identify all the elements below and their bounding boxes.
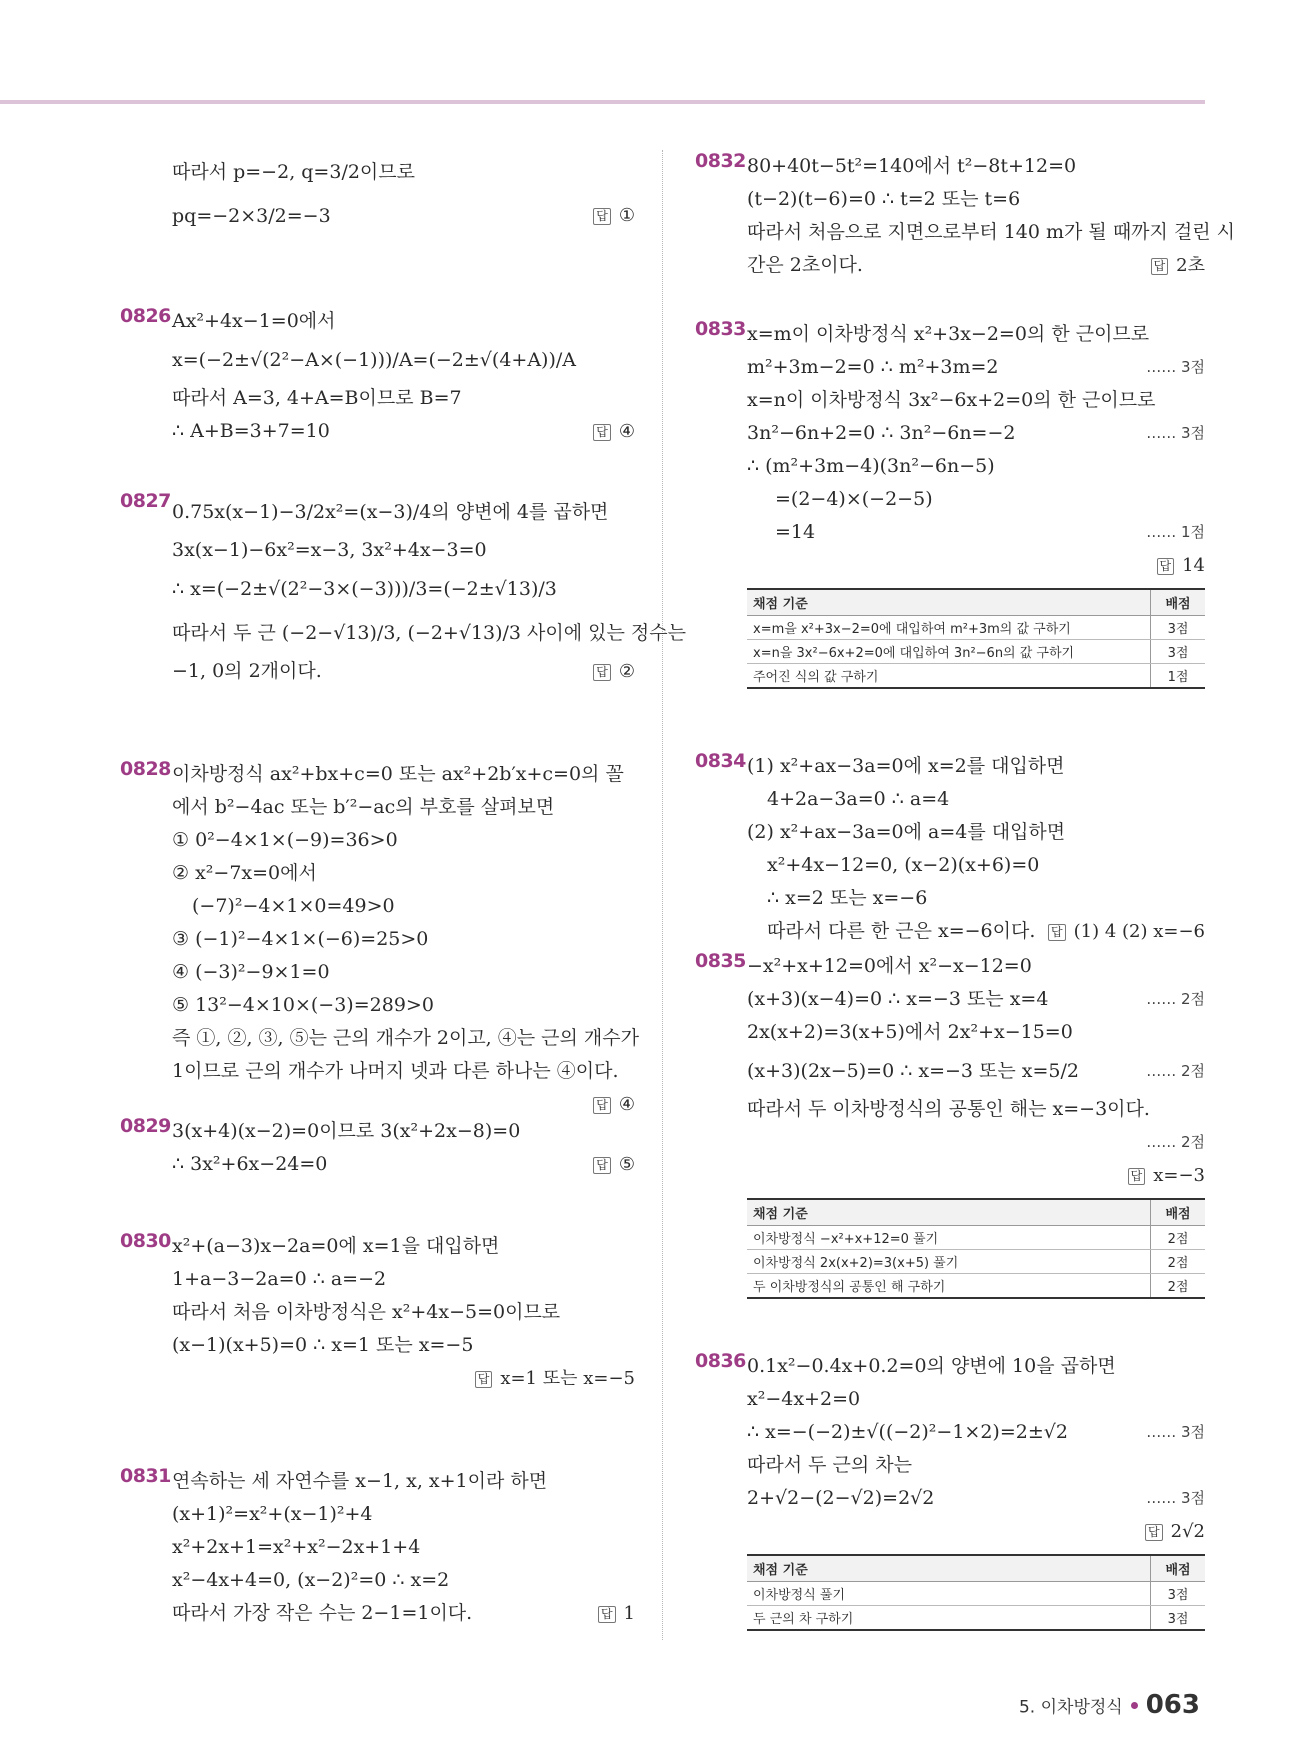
solution-line: ① 0²−4×1×(−9)=36>0 bbox=[172, 829, 398, 851]
answer: 답 (1) 4 (2) x=−6 bbox=[1048, 915, 1205, 948]
problem-0833 bbox=[695, 318, 1205, 689]
grading-table bbox=[747, 1554, 1205, 1631]
problem-number: 0835 bbox=[695, 950, 746, 972]
answer: 답 ① bbox=[593, 194, 635, 238]
solution-line: 0.1x²−0.4x+0.2=0의 양변에 10을 곱하면 bbox=[747, 1355, 1116, 1377]
answer: 답 1 bbox=[598, 1597, 635, 1630]
table-row bbox=[747, 616, 1205, 640]
problem-0832 bbox=[695, 150, 1236, 282]
solution-line: 1이므로 근의 개수가 나머지 넷과 다른 하나는 ④이다. bbox=[172, 1060, 619, 1082]
table-row bbox=[747, 1250, 1205, 1274]
answer: 답 x=1 또는 x=−5 bbox=[172, 1362, 635, 1395]
problem-number: 0827 bbox=[120, 490, 171, 512]
solution-line: ∴ x=(−2±√(2²−3×(−3)))/3=(−2±√13)/3 bbox=[172, 578, 557, 600]
solution-line: 따라서 처음 이차방정식은 x²+4x−5=0이므로 bbox=[172, 1301, 561, 1323]
solution-line: (x+3)(x−4)=0 ∴ x=−3 또는 x=4 …… 2점 bbox=[747, 983, 1205, 1016]
solution-line: 즉 ①, ②, ③, ⑤는 근의 개수가 2이고, ④는 근의 개수가 bbox=[172, 1027, 639, 1049]
solution-line: (1) x²+ax−3a=0에 x=2를 대입하면 bbox=[747, 755, 1065, 777]
solution-line: pq=−2×3/2=−3 답 ① bbox=[172, 194, 635, 238]
problem-0831 bbox=[120, 1465, 635, 1630]
answer: 답 2초 bbox=[1151, 249, 1205, 282]
chapter-title: 5. 이차방정식 bbox=[1018, 1697, 1123, 1718]
table-cell: 3점 bbox=[1151, 640, 1206, 664]
problem-number: 0831 bbox=[120, 1465, 171, 1487]
top-rule bbox=[0, 100, 1205, 104]
solution-line: m²+3m−2=0 ∴ m²+3m=2 …… 3점 bbox=[747, 351, 1205, 384]
solution-line: ∴ A+B=3+7=10 답 ④ bbox=[172, 415, 635, 448]
solution-line: 따라서 처음으로 지면으로부터 140 m가 될 때까지 걸린 시 bbox=[747, 221, 1236, 243]
solution-line: ∴ (m²+3m−4)(3n²−6n−5) bbox=[747, 455, 995, 477]
solution-line: (x+3)(2x−5)=0 ∴ x=−3 또는 x=5/2 …… 2점 bbox=[747, 1049, 1205, 1093]
solution-line: 에서 b²−4ac 또는 b′²−ac의 부호를 살펴보면 bbox=[172, 796, 555, 818]
table-cell: 2점 bbox=[1151, 1250, 1206, 1274]
table-header: 배점 bbox=[1151, 589, 1206, 616]
solution-line: 따라서 두 이차방정식의 공통인 해는 x=−3이다. bbox=[747, 1098, 1150, 1120]
column-divider bbox=[662, 150, 663, 1640]
grading-table bbox=[747, 1198, 1205, 1299]
bullet-icon bbox=[1131, 1702, 1138, 1709]
solution-line: x=n이 이차방정식 3x²−6x+2=0의 한 근이므로 bbox=[747, 389, 1156, 411]
score: …… 3점 bbox=[1146, 1423, 1205, 1441]
problem-0830 bbox=[120, 1230, 635, 1395]
problem-0825-continued bbox=[120, 150, 635, 238]
solution-line: 1+a−3−2a=0 ∴ a=−2 bbox=[172, 1268, 387, 1290]
solution-line: 따라서 두 근 (−2−√13)/3, (−2+√13)/3 사이에 있는 정수는 bbox=[172, 622, 686, 644]
answer: 답 ④ bbox=[593, 415, 635, 448]
problem-number: 0826 bbox=[120, 305, 171, 327]
table-cell: 3점 bbox=[1151, 1582, 1206, 1606]
score: …… 3점 bbox=[1146, 1489, 1205, 1507]
table-header: 배점 bbox=[1151, 1199, 1206, 1226]
solution-line: 0.75x(x−1)−3/2x²=(x−3)/4의 양변에 4를 곱하면 bbox=[172, 501, 609, 523]
problem-0826 bbox=[120, 305, 635, 448]
problem-number: 0832 bbox=[695, 150, 746, 172]
solution-line: x²+2x+1=x²+x²−2x+1+4 bbox=[172, 1536, 421, 1558]
solution-line: =(2−4)×(−2−5) bbox=[775, 488, 933, 510]
problem-number: 0834 bbox=[695, 750, 746, 772]
answer: 답 2√2 bbox=[747, 1515, 1205, 1548]
answer: 답 x=−3 bbox=[747, 1159, 1205, 1192]
solution-line: (t−2)(t−6)=0 ∴ t=2 또는 t=6 bbox=[747, 188, 1021, 210]
solution-line: x=m이 이차방정식 x²+3x−2=0의 한 근이므로 bbox=[747, 323, 1150, 345]
page-footer bbox=[1019, 1690, 1200, 1720]
table-cell: 1점 bbox=[1151, 664, 1206, 689]
problem-0836 bbox=[695, 1350, 1205, 1631]
solution-line: ③ (−1)²−4×1×(−6)=25>0 bbox=[172, 928, 429, 950]
problem-0835 bbox=[695, 950, 1205, 1299]
score: …… 3점 bbox=[1146, 358, 1205, 376]
solution-line: ∴ 3x²+6x−24=0 답 ⑤ bbox=[172, 1148, 635, 1181]
solution-line: x²−4x+4=0, (x−2)²=0 ∴ x=2 bbox=[172, 1569, 450, 1591]
answer: 답 ④ bbox=[172, 1088, 635, 1121]
solution-line: 3x(x−1)−6x²=x−3, 3x²+4x−3=0 bbox=[172, 539, 487, 561]
problem-0828 bbox=[120, 758, 639, 1121]
answer: 답 ⑤ bbox=[593, 1148, 635, 1181]
problem-number: 0833 bbox=[695, 318, 746, 340]
score: …… 1점 bbox=[1146, 523, 1205, 541]
table-cell: 이차방정식 2x(x+2)=3(x+5) 풀기 bbox=[747, 1250, 1151, 1274]
solution-line: ∴ x=2 또는 x=−6 bbox=[767, 887, 928, 909]
table-cell: 주어진 식의 값 구하기 bbox=[747, 664, 1151, 689]
table-header: 배점 bbox=[1151, 1555, 1206, 1582]
score: …… 2점 bbox=[1146, 1062, 1205, 1080]
table-cell: 두 이차방정식의 공통인 해 구하기 bbox=[747, 1274, 1151, 1299]
solution-line: x²+(a−3)x−2a=0에 x=1을 대입하면 bbox=[172, 1235, 500, 1257]
table-cell: x=m을 x²+3x−2=0에 대입하여 m²+3m의 값 구하기 bbox=[747, 616, 1151, 640]
table-row bbox=[747, 1226, 1205, 1250]
solution-line: 연속하는 세 자연수를 x−1, x, x+1이라 하면 bbox=[172, 1470, 548, 1492]
solution-line: 3(x+4)(x−2)=0이므로 3(x²+2x−8)=0 bbox=[172, 1120, 521, 1142]
solution-line: 간은 2초이다. 답 2초 bbox=[747, 249, 1205, 282]
solution-line: −1, 0의 2개이다. 답 ② bbox=[172, 655, 635, 688]
solution-line: 따라서 가장 작은 수는 2−1=1이다. 답 1 bbox=[172, 1597, 635, 1630]
solution-line: 따라서 다른 한 근은 x=−6이다. 답 (1) 4 (2) x=−6 bbox=[747, 915, 1205, 948]
table-header: 채점 기준 bbox=[747, 589, 1151, 616]
table-cell: 두 근의 차 구하기 bbox=[747, 1606, 1151, 1631]
solution-line: ④ (−3)²−9×1=0 bbox=[172, 961, 330, 983]
table-row bbox=[747, 1606, 1205, 1631]
problem-number: 0836 bbox=[695, 1350, 746, 1372]
table-cell: 이차방정식 풀기 bbox=[747, 1582, 1151, 1606]
solution-line: 따라서 p=−2, q=3/2이므로 bbox=[172, 161, 415, 183]
answer: 답 ② bbox=[593, 655, 635, 688]
solution-line: =14 …… 1점 bbox=[747, 516, 1205, 549]
solution-line: 2+√2−(2−√2)=2√2 …… 3점 bbox=[747, 1482, 1205, 1515]
solution-line: x²+4x−12=0, (x−2)(x+6)=0 bbox=[767, 854, 1040, 876]
table-cell: 3점 bbox=[1151, 1606, 1206, 1631]
table-cell: 2점 bbox=[1151, 1274, 1206, 1299]
table-cell: 이차방정식 −x²+x+12=0 풀기 bbox=[747, 1226, 1151, 1250]
solution-line bbox=[747, 1126, 1205, 1159]
table-row bbox=[747, 1274, 1205, 1299]
problem-0827 bbox=[120, 490, 686, 688]
solution-line: 따라서 두 근의 차는 bbox=[747, 1454, 912, 1476]
answer: 답 14 bbox=[747, 549, 1205, 582]
score: …… 2점 bbox=[1146, 990, 1205, 1008]
solution-line: ⑤ 13²−4×10×(−3)=289>0 bbox=[172, 994, 434, 1016]
score: …… 3점 bbox=[1146, 424, 1205, 442]
solution-line: (2) x²+ax−3a=0에 a=4를 대입하면 bbox=[747, 821, 1066, 843]
solution-line: 따라서 A=3, 4+A=B이므로 B=7 bbox=[172, 387, 462, 409]
solution-line: 4+2a−3a=0 ∴ a=4 bbox=[767, 788, 950, 810]
problem-number: 0828 bbox=[120, 758, 171, 780]
table-header: 채점 기준 bbox=[747, 1555, 1151, 1582]
solution-line: ② x²−7x=0에서 bbox=[172, 862, 317, 884]
table-cell: 2점 bbox=[1151, 1226, 1206, 1250]
grading-table bbox=[747, 588, 1205, 689]
score: …… 2점 bbox=[1146, 1133, 1205, 1151]
page-number: 063 bbox=[1145, 1690, 1200, 1720]
solution-line: (−7)²−4×1×0=49>0 bbox=[192, 895, 395, 917]
solution-line: 3n²−6n+2=0 ∴ 3n²−6n=−2 …… 3점 bbox=[747, 417, 1205, 450]
solution-line: 이차방정식 ax²+bx+c=0 또는 ax²+2b′x+c=0의 꼴 bbox=[172, 763, 624, 785]
table-row bbox=[747, 1582, 1205, 1606]
problem-number: 0830 bbox=[120, 1230, 171, 1252]
problem-number: 0829 bbox=[120, 1115, 171, 1137]
solution-line: 80+40t−5t²=140에서 t²−8t+12=0 bbox=[747, 155, 1077, 177]
problem-0834 bbox=[695, 750, 1205, 948]
table-row bbox=[747, 640, 1205, 664]
table-row bbox=[747, 664, 1205, 689]
solution-line: −x²+x+12=0에서 x²−x−12=0 bbox=[747, 955, 1032, 977]
table-header: 채점 기준 bbox=[747, 1199, 1151, 1226]
solution-line: x=(−2±√(2²−A×(−1)))/A=(−2±√(4+A))/A bbox=[172, 349, 577, 371]
solution-line: ∴ x=−(−2)±√((−2)²−1×2)=2±√2 …… 3점 bbox=[747, 1416, 1205, 1449]
problem-0829 bbox=[120, 1115, 635, 1181]
table-cell: x=n을 3x²−6x+2=0에 대입하여 3n²−6n의 값 구하기 bbox=[747, 640, 1151, 664]
solution-line: (x−1)(x+5)=0 ∴ x=1 또는 x=−5 bbox=[172, 1334, 474, 1356]
solution-line: (x+1)²=x²+(x−1)²+4 bbox=[172, 1503, 373, 1525]
solution-line: 2x(x+2)=3(x+5)에서 2x²+x−15=0 bbox=[747, 1021, 1073, 1043]
table-cell: 3점 bbox=[1151, 616, 1206, 640]
solution-line: x²−4x+2=0 bbox=[747, 1388, 861, 1410]
solution-line: Ax²+4x−1=0에서 bbox=[172, 310, 336, 332]
